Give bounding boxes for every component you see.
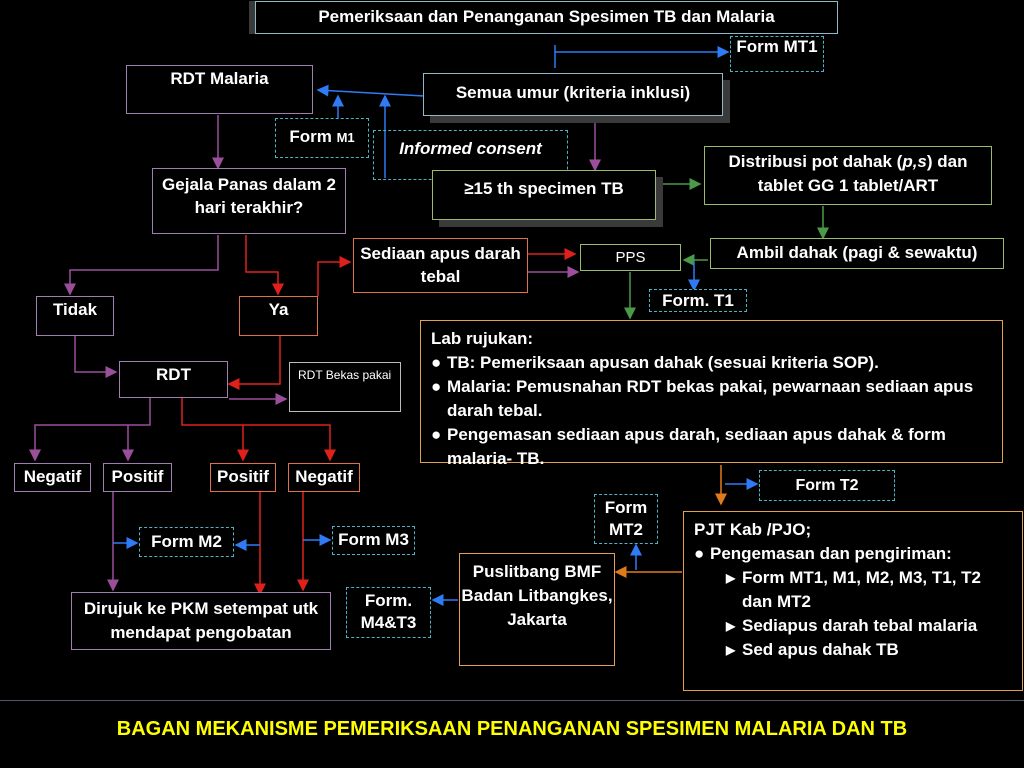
form-m3-box: Form M3 <box>332 526 415 555</box>
rdt-box: RDT <box>119 361 228 398</box>
negatif-right-box: Negatif <box>288 463 360 492</box>
pps-box: PPS <box>580 244 681 271</box>
distribusi-pot-text-a: Distribusi pot dahak ( <box>728 152 903 171</box>
footer-title: BAGAN MEKANISME PEMERIKSAAN PENANGANAN SPESIMEN MALARIA DAN TB <box>116 718 908 740</box>
rdt-malaria-box: RDT Malaria <box>126 65 313 114</box>
footer-divider <box>0 700 1024 701</box>
form-t2-box: Form T2 <box>759 470 895 501</box>
gejala-panas-box: Gejala Panas dalam 2 hari terakhir? <box>152 168 346 234</box>
ya-box: Ya <box>239 296 318 336</box>
specimen-tb-box: ≥15 th specimen TB <box>432 170 656 220</box>
ambil-dahak-box: Ambil dahak (pagi & sewaktu) <box>710 238 1004 269</box>
positif-right-box: Positif <box>210 463 276 492</box>
lab-rujukan-box <box>420 320 1003 468</box>
form-t1-box: Form. T1 <box>649 289 747 312</box>
header-title: Pemeriksaan dan Penanganan Spesimen TB dan Malaria <box>255 1 838 34</box>
tidak-box: Tidak <box>36 296 114 336</box>
lab-rujukan-item-1: ● TB: Pemeriksaan apusan dahak (sesuai kriteria SOP). <box>431 353 879 372</box>
lab-rujukan-title: Lab rujukan: <box>431 329 534 348</box>
rdt-bekas-box: RDT Bekas pakai <box>289 362 401 412</box>
form-mt1-box: Form MT1 <box>730 36 824 72</box>
form-mt2-box: Form MT2 <box>594 494 658 544</box>
form-m1-label: Form <box>289 127 332 146</box>
puslitbang-box: Puslitbang BMF Badan Litbangkes, Jakarta <box>459 553 615 666</box>
pjt-subitem-3: ▶ Sed apus dahak TB <box>726 640 899 659</box>
pjt-subitem-1: ▶ Form MT1, M1, M2, M3, T1, T2 dan MT2 <box>726 568 981 611</box>
dirujuk-box: Dirujuk ke PKM setempat utk mendapat pengobatan <box>71 592 331 650</box>
form-m1-sub: M1 <box>336 130 355 145</box>
distribusi-pot-text-em: p,s <box>902 152 927 171</box>
pjt-item: ● Pengemasan dan pengiriman: <box>694 544 952 563</box>
lab-rujukan-item-2: ● Malaria: Pemusnahan RDT bekas pakai, pewarnaan sediaan apus darah tebal. <box>431 377 974 420</box>
pjt-title: PJT Kab /PJO; <box>694 520 812 539</box>
negatif-left-box: Negatif <box>14 463 91 492</box>
form-m4t3-box: Form. M4&T3 <box>346 587 431 638</box>
informed-consent-box: Informed consent <box>373 130 568 180</box>
form-m2-box: Form M2 <box>139 527 234 557</box>
pjt-box <box>683 511 1023 691</box>
distribusi-pot-text-b: ) dan tablet GG 1 tablet/ART <box>757 152 968 195</box>
form-m1-box <box>275 118 369 158</box>
lab-rujukan-item-3: ● Pengemasan sediaan apus darah, sediaan apus dahak & form malaria- TB. <box>431 425 946 468</box>
semua-umur-box: Semua umur (kriteria inklusi) <box>423 73 723 116</box>
sediaan-apus-box: Sediaan apus darah tebal <box>353 238 528 293</box>
pjt-subitem-2: ▶ Sediapus darah tebal malaria <box>726 616 978 635</box>
distribusi-pot-box <box>704 146 992 205</box>
positif-left-box: Positif <box>103 463 172 492</box>
